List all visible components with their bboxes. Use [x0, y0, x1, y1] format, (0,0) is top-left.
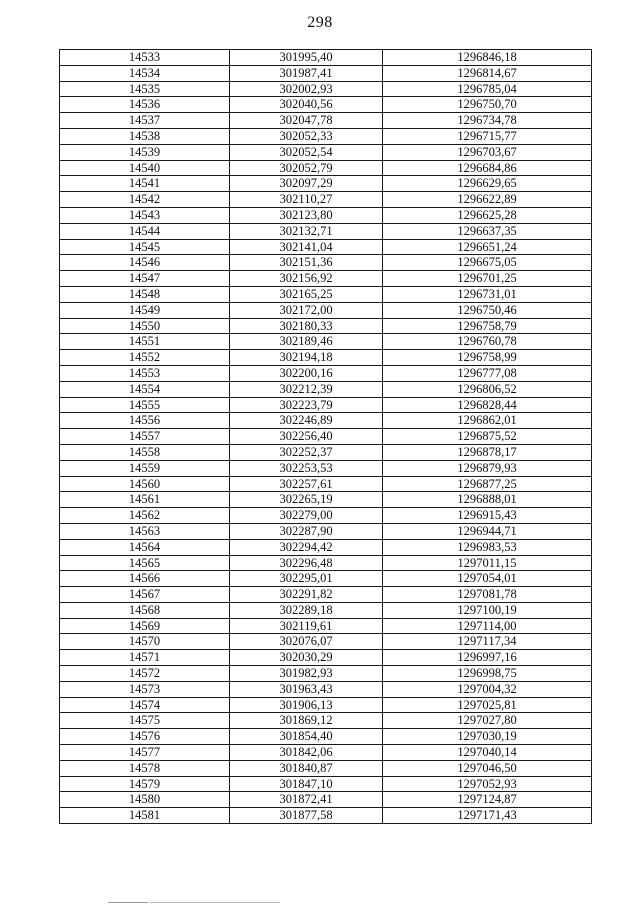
y-coordinate-cell: 1296703,67	[383, 144, 592, 160]
x-coordinate-cell: 302119,61	[230, 618, 383, 634]
x-coordinate-cell: 302141,04	[230, 239, 383, 255]
table-row	[60, 729, 592, 745]
y-coordinate-cell: 1296625,28	[383, 207, 592, 223]
point-number-cell: 14534	[60, 65, 230, 81]
table-row	[60, 334, 592, 350]
y-coordinate-cell: 1296875,52	[383, 429, 592, 445]
point-number-cell: 14558	[60, 444, 230, 460]
x-coordinate-cell: 302257,61	[230, 476, 383, 492]
table-row	[60, 318, 592, 334]
point-number-cell: 14533	[60, 50, 230, 66]
table-row	[60, 50, 592, 66]
x-coordinate-cell: 302200,16	[230, 365, 383, 381]
table-row	[60, 476, 592, 492]
point-number-cell: 14535	[60, 81, 230, 97]
y-coordinate-cell: 1297117,34	[383, 634, 592, 650]
y-coordinate-cell: 1296998,75	[383, 666, 592, 682]
page-number: 298	[307, 14, 333, 31]
y-coordinate-cell: 1296731,01	[383, 286, 592, 302]
x-coordinate-cell: 302253,53	[230, 460, 383, 476]
y-coordinate-cell: 1297081,78	[383, 587, 592, 603]
y-coordinate-cell: 1296997,16	[383, 650, 592, 666]
point-number-cell: 14579	[60, 776, 230, 792]
point-number-cell: 14573	[60, 681, 230, 697]
point-number-cell: 14552	[60, 350, 230, 366]
point-number-cell: 14561	[60, 492, 230, 508]
x-coordinate-cell: 302123,80	[230, 207, 383, 223]
table-row	[60, 302, 592, 318]
x-coordinate-cell: 301847,10	[230, 776, 383, 792]
x-coordinate-cell: 301906,13	[230, 697, 383, 713]
x-coordinate-cell: 302002,93	[230, 81, 383, 97]
x-coordinate-cell: 301842,06	[230, 745, 383, 761]
table-row	[60, 397, 592, 413]
table-row	[60, 350, 592, 366]
y-coordinate-cell: 1296675,05	[383, 255, 592, 271]
point-number-cell: 14580	[60, 792, 230, 808]
table-row	[60, 160, 592, 176]
point-number-cell: 14566	[60, 571, 230, 587]
x-coordinate-cell: 302256,40	[230, 429, 383, 445]
x-coordinate-cell: 301877,58	[230, 808, 383, 824]
x-coordinate-cell: 302246,89	[230, 413, 383, 429]
table-row	[60, 444, 592, 460]
table-row	[60, 666, 592, 682]
scan-edge-mark	[150, 902, 280, 903]
point-number-cell: 14550	[60, 318, 230, 334]
x-coordinate-cell: 302296,48	[230, 555, 383, 571]
y-coordinate-cell: 1297114,00	[383, 618, 592, 634]
table-row	[60, 508, 592, 524]
y-coordinate-cell: 1296814,67	[383, 65, 592, 81]
y-coordinate-cell: 1296622,89	[383, 192, 592, 208]
point-number-cell: 14567	[60, 587, 230, 603]
x-coordinate-cell: 301982,93	[230, 666, 383, 682]
point-number-cell: 14540	[60, 160, 230, 176]
point-number-cell: 14545	[60, 239, 230, 255]
scan-edge-mark	[108, 902, 148, 903]
table-row	[60, 492, 592, 508]
point-number-cell: 14562	[60, 508, 230, 524]
table-row	[60, 207, 592, 223]
x-coordinate-cell: 302151,36	[230, 255, 383, 271]
point-number-cell: 14576	[60, 729, 230, 745]
y-coordinate-cell: 1296750,46	[383, 302, 592, 318]
table-row	[60, 429, 592, 445]
table-row	[60, 128, 592, 144]
point-number-cell: 14574	[60, 697, 230, 713]
x-coordinate-cell: 302291,82	[230, 587, 383, 603]
table-row	[60, 381, 592, 397]
x-coordinate-cell: 302279,00	[230, 508, 383, 524]
table-row	[60, 523, 592, 539]
table-row	[60, 81, 592, 97]
point-number-cell: 14570	[60, 634, 230, 650]
y-coordinate-cell: 1296760,78	[383, 334, 592, 350]
x-coordinate-cell: 302076,07	[230, 634, 383, 650]
x-coordinate-cell: 302223,79	[230, 397, 383, 413]
point-number-cell: 14539	[60, 144, 230, 160]
x-coordinate-cell: 302030,29	[230, 650, 383, 666]
point-number-cell: 14555	[60, 397, 230, 413]
y-coordinate-cell: 1297052,93	[383, 776, 592, 792]
table-row	[60, 650, 592, 666]
y-coordinate-cell: 1297040,14	[383, 745, 592, 761]
y-coordinate-cell: 1296915,43	[383, 508, 592, 524]
table-row	[60, 745, 592, 761]
table-row	[60, 223, 592, 239]
y-coordinate-cell: 1297171,43	[383, 808, 592, 824]
y-coordinate-cell: 1296715,77	[383, 128, 592, 144]
y-coordinate-cell: 1296806,52	[383, 381, 592, 397]
point-number-cell: 14538	[60, 128, 230, 144]
y-coordinate-cell: 1296828,44	[383, 397, 592, 413]
coordinates-table-body	[60, 50, 592, 824]
point-number-cell: 14565	[60, 555, 230, 571]
y-coordinate-cell: 1297054,01	[383, 571, 592, 587]
table-row	[60, 255, 592, 271]
y-coordinate-cell: 1296888,01	[383, 492, 592, 508]
x-coordinate-cell: 302052,79	[230, 160, 383, 176]
y-coordinate-cell: 1296684,86	[383, 160, 592, 176]
x-coordinate-cell: 302047,78	[230, 113, 383, 129]
x-coordinate-cell: 301995,40	[230, 50, 383, 66]
y-coordinate-cell: 1297046,50	[383, 760, 592, 776]
table-row	[60, 460, 592, 476]
point-number-cell: 14559	[60, 460, 230, 476]
y-coordinate-cell: 1296777,08	[383, 365, 592, 381]
point-number-cell: 14563	[60, 523, 230, 539]
y-coordinate-cell: 1297030,19	[383, 729, 592, 745]
x-coordinate-cell: 302252,37	[230, 444, 383, 460]
point-number-cell: 14572	[60, 666, 230, 682]
x-coordinate-cell: 301854,40	[230, 729, 383, 745]
coordinates-table	[59, 49, 592, 824]
point-number-cell: 14536	[60, 97, 230, 113]
x-coordinate-cell: 302194,18	[230, 350, 383, 366]
x-coordinate-cell: 302097,29	[230, 176, 383, 192]
x-coordinate-cell: 302295,01	[230, 571, 383, 587]
point-number-cell: 14551	[60, 334, 230, 350]
x-coordinate-cell: 302052,54	[230, 144, 383, 160]
x-coordinate-cell: 302287,90	[230, 523, 383, 539]
table-row	[60, 792, 592, 808]
x-coordinate-cell: 302265,19	[230, 492, 383, 508]
table-row	[60, 634, 592, 650]
point-number-cell: 14571	[60, 650, 230, 666]
point-number-cell: 14548	[60, 286, 230, 302]
y-coordinate-cell: 1297027,80	[383, 713, 592, 729]
y-coordinate-cell: 1296637,35	[383, 223, 592, 239]
point-number-cell: 14581	[60, 808, 230, 824]
y-coordinate-cell: 1296785,04	[383, 81, 592, 97]
table-row	[60, 239, 592, 255]
table-row	[60, 681, 592, 697]
x-coordinate-cell: 301869,12	[230, 713, 383, 729]
point-number-cell: 14546	[60, 255, 230, 271]
point-number-cell: 14569	[60, 618, 230, 634]
y-coordinate-cell: 1296846,18	[383, 50, 592, 66]
table-row	[60, 776, 592, 792]
y-coordinate-cell: 1296758,99	[383, 350, 592, 366]
point-number-cell: 14564	[60, 539, 230, 555]
x-coordinate-cell: 302132,71	[230, 223, 383, 239]
point-number-cell: 14542	[60, 192, 230, 208]
point-number-cell: 14554	[60, 381, 230, 397]
y-coordinate-cell: 1297004,32	[383, 681, 592, 697]
table-row	[60, 144, 592, 160]
y-coordinate-cell: 1296734,78	[383, 113, 592, 129]
table-row	[60, 65, 592, 81]
point-number-cell: 14543	[60, 207, 230, 223]
x-coordinate-cell: 302180,33	[230, 318, 383, 334]
point-number-cell: 14577	[60, 745, 230, 761]
table-row	[60, 587, 592, 603]
x-coordinate-cell: 302189,46	[230, 334, 383, 350]
point-number-cell: 14541	[60, 176, 230, 192]
table-row	[60, 97, 592, 113]
table-row	[60, 760, 592, 776]
y-coordinate-cell: 1297025,81	[383, 697, 592, 713]
table-row	[60, 539, 592, 555]
point-number-cell: 14568	[60, 602, 230, 618]
x-coordinate-cell: 301872,41	[230, 792, 383, 808]
table-row	[60, 286, 592, 302]
y-coordinate-cell: 1296944,71	[383, 523, 592, 539]
x-coordinate-cell: 302156,92	[230, 271, 383, 287]
y-coordinate-cell: 1296651,24	[383, 239, 592, 255]
point-number-cell: 14553	[60, 365, 230, 381]
y-coordinate-cell: 1297011,15	[383, 555, 592, 571]
table-row	[60, 192, 592, 208]
table-row	[60, 697, 592, 713]
x-coordinate-cell: 302165,25	[230, 286, 383, 302]
x-coordinate-cell: 302052,33	[230, 128, 383, 144]
table-row	[60, 113, 592, 129]
x-coordinate-cell: 302289,18	[230, 602, 383, 618]
point-number-cell: 14544	[60, 223, 230, 239]
table-row	[60, 413, 592, 429]
point-number-cell: 14557	[60, 429, 230, 445]
y-coordinate-cell: 1297100,19	[383, 602, 592, 618]
x-coordinate-cell: 302212,39	[230, 381, 383, 397]
x-coordinate-cell: 302294,42	[230, 539, 383, 555]
y-coordinate-cell: 1296878,17	[383, 444, 592, 460]
point-number-cell: 14560	[60, 476, 230, 492]
table-row	[60, 808, 592, 824]
point-number-cell: 14547	[60, 271, 230, 287]
y-coordinate-cell: 1296983,53	[383, 539, 592, 555]
x-coordinate-cell: 301963,43	[230, 681, 383, 697]
y-coordinate-cell: 1296629,65	[383, 176, 592, 192]
y-coordinate-cell: 1296879,93	[383, 460, 592, 476]
x-coordinate-cell: 301840,87	[230, 760, 383, 776]
y-coordinate-cell: 1296758,79	[383, 318, 592, 334]
table-row	[60, 618, 592, 634]
point-number-cell: 14537	[60, 113, 230, 129]
x-coordinate-cell: 302110,27	[230, 192, 383, 208]
x-coordinate-cell: 301987,41	[230, 65, 383, 81]
table-row	[60, 176, 592, 192]
point-number-cell: 14575	[60, 713, 230, 729]
x-coordinate-cell: 302040,56	[230, 97, 383, 113]
y-coordinate-cell: 1297124,87	[383, 792, 592, 808]
y-coordinate-cell: 1296701,25	[383, 271, 592, 287]
x-coordinate-cell: 302172,00	[230, 302, 383, 318]
table-row	[60, 555, 592, 571]
y-coordinate-cell: 1296877,25	[383, 476, 592, 492]
table-row	[60, 271, 592, 287]
table-row	[60, 602, 592, 618]
point-number-cell: 14578	[60, 760, 230, 776]
point-number-cell: 14556	[60, 413, 230, 429]
table-row	[60, 713, 592, 729]
y-coordinate-cell: 1296750,70	[383, 97, 592, 113]
point-number-cell: 14549	[60, 302, 230, 318]
table-row	[60, 571, 592, 587]
y-coordinate-cell: 1296862,01	[383, 413, 592, 429]
table-row	[60, 365, 592, 381]
